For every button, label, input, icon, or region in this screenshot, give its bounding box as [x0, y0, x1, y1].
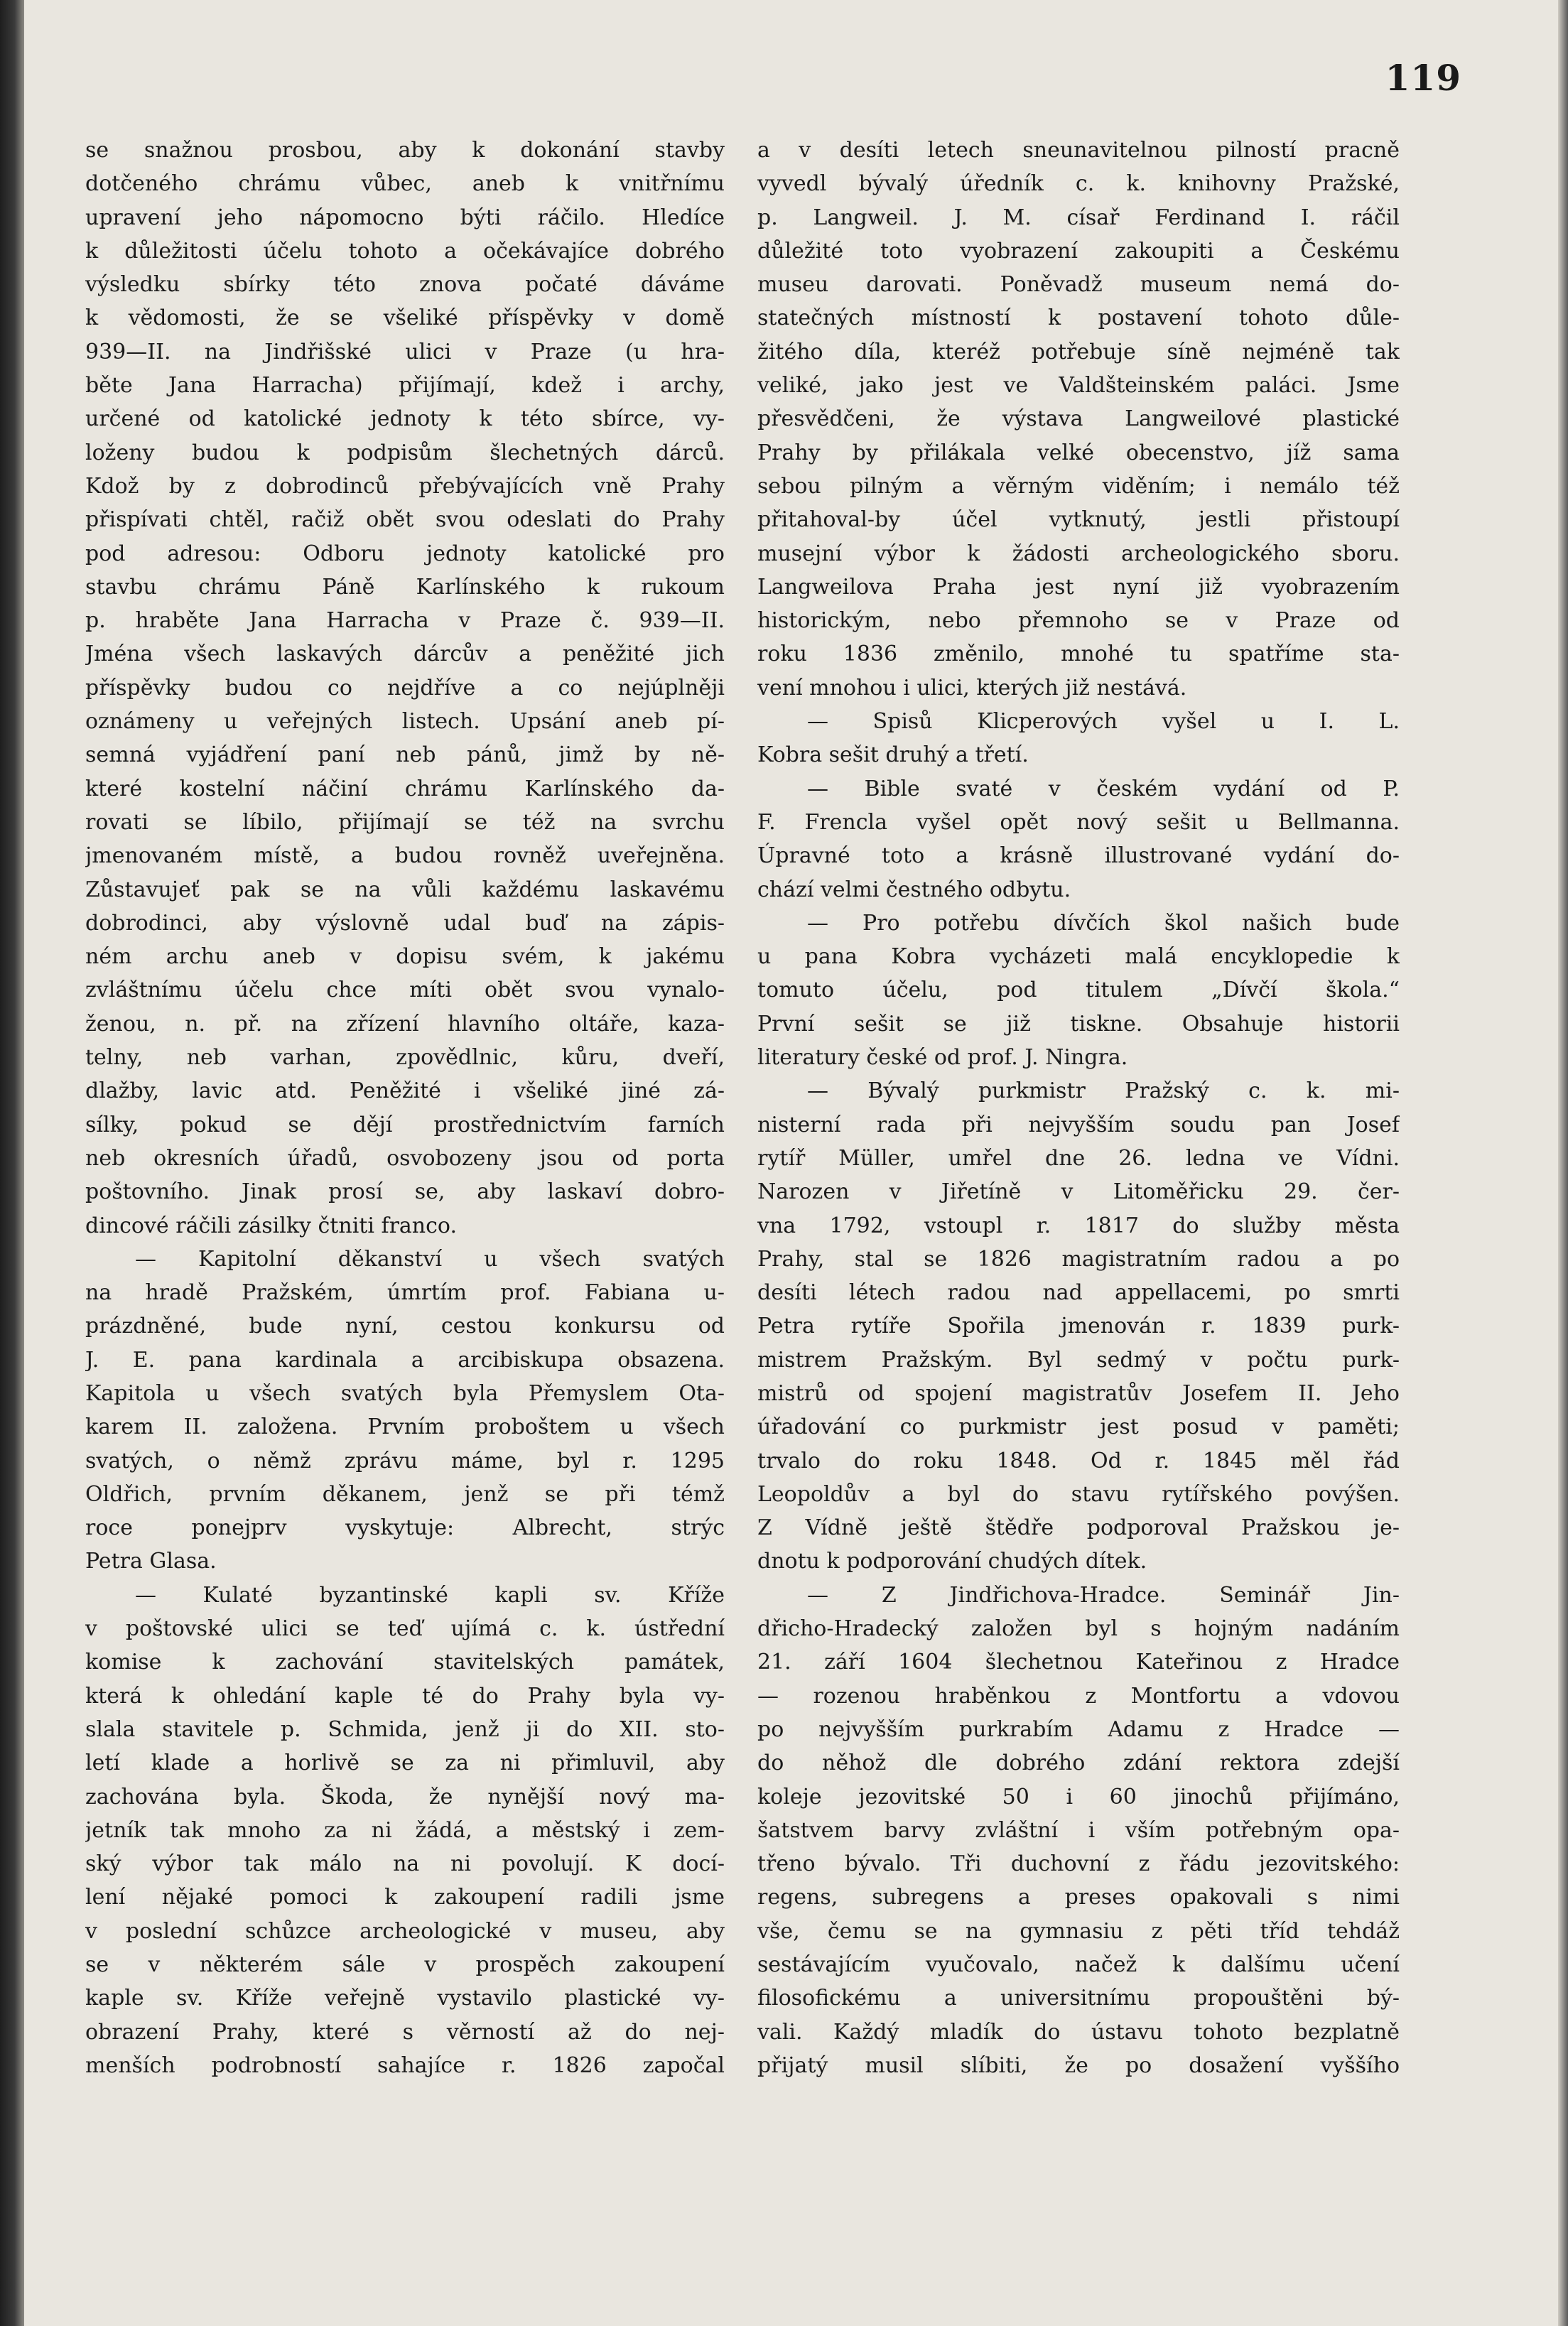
- text-line: stavbu chrámu Páně Karlínského k rukoum: [85, 574, 725, 600]
- text-line: k důležitosti účelu tohoto a očekávajíce dobrého: [85, 238, 725, 264]
- text-line: — Kapitolní děkanství u všech svatých: [135, 1246, 725, 1272]
- text-line: semná vyjádření paní neb pánů, jimž by ně-: [85, 742, 725, 768]
- text-line: — Kulaté byzantinské kapli sv. Kříže: [135, 1582, 725, 1608]
- text-line: svatých, o němž zprávu máme, byl r. 1295: [85, 1448, 725, 1473]
- text-line: letí klade a horlivě se za ni přimluvil, aby: [85, 1751, 725, 1776]
- text-line: desíti létech radou nad appellacemi, po smrti: [757, 1280, 1400, 1306]
- text-line: lení nějaké pomoci k zakoupení radili jsme: [85, 1885, 725, 1910]
- text-line: 21. září 1604 šlechetnou Kateřinou z Hradce: [757, 1650, 1400, 1675]
- left-column: [85, 134, 725, 2082]
- text-line: vali. Každý mladík do ústavu tohoto bezplatně: [757, 2019, 1400, 2045]
- text-line: Petra rytíře Spořila jmenován r. 1839 purk-: [757, 1314, 1400, 1339]
- text-line: — Spisů Klicperových vyšel u I. L.: [807, 709, 1400, 735]
- text-line: dotčeného chrámu vůbec, aneb k vnitřnímu: [85, 171, 725, 197]
- text-line: příspěvky budou co nejdříve a co nejúplněji: [85, 675, 725, 700]
- text-line: p. Langweil. J. M. císař Ferdinand I. ráčil: [757, 205, 1400, 230]
- text-line: menších podrobností sahajíce r. 1826 započal: [85, 2052, 725, 2078]
- text-line: sílky, pokud se dějí prostřednictvím farních: [85, 1112, 725, 1137]
- text-line: — rozenou hraběnkou z Montfortu a vdovou: [757, 1683, 1400, 1709]
- text-line: Kapitola u všech svatých byla Přemyslem Ota-: [85, 1380, 725, 1406]
- text-line: v poštovské ulici se teď ujímá c. k. ústřední: [85, 1616, 725, 1642]
- text-line: loženy budou k podpisům šlechetných dárců.: [85, 440, 725, 465]
- text-line: slala stavitele p. Schmida, jenž ji do XII. sto-: [85, 1716, 725, 1742]
- text-line: dlažby, lavic atd. Peněžité i všeliké jiné zá-: [85, 1078, 725, 1104]
- text-line: obrazení Prahy, které s věrností až do nej-: [85, 2019, 725, 2045]
- text-line: sestávajícím vyučovalo, načež k dalšímu učení: [757, 1952, 1400, 1978]
- text-line: — Bible svaté v českém vydání od P.: [807, 776, 1400, 801]
- text-line: roku 1836 změnilo, mnohé tu spatříme sta-: [757, 642, 1400, 667]
- text-line: do něhož dle dobrého zdání rektora zdejší: [757, 1751, 1400, 1776]
- text-line: telny, neb varhan, zpovědlnic, kůru, dveří,: [85, 1045, 725, 1071]
- text-line: jmenovaném místě, a budou rovněž uveřejněna.: [85, 843, 725, 869]
- text-line: které kostelní náčiní chrámu Karlínského da-: [85, 776, 725, 801]
- page-number: 119: [1385, 57, 1461, 99]
- text-line: statečných místností k postavení tohoto důle-: [757, 305, 1400, 331]
- text-line: filosofickému a universitnímu propouštěni bý-: [757, 1986, 1400, 2011]
- text-line: regens, subregens a preses opakovali s nimi: [757, 1885, 1400, 1910]
- text-line: sebou pilným a věrným viděním; i nemálo též: [757, 473, 1400, 499]
- text-line: mistrem Pražským. Byl sedmý v počtu purk-: [757, 1347, 1400, 1373]
- text-line: rytíř Müller, umřel dne 26. ledna ve Vídni.: [757, 1145, 1400, 1171]
- text-line: a v desíti letech sneunavitelnou pilností pracně: [757, 138, 1400, 163]
- text-line: veliké, jako jest ve Valdšteinském paláci. Jsme: [757, 373, 1400, 399]
- text-line: dnotu k podporování chudých dítek.: [757, 1549, 1147, 1574]
- text-line: přispívati chtěl, račiž obět svou odeslati do Prahy: [85, 507, 725, 533]
- right-column: [757, 134, 1400, 2082]
- text-line: žitého díla, kteréž potřebuje síně nejméně tak: [757, 339, 1400, 364]
- text-line: dobrodinci, aby výslovně udal buď na zápis-: [85, 910, 725, 936]
- text-line: Kdož by z dobrodinců přebývajících vně Prahy: [85, 473, 725, 499]
- text-line: chází velmi čestného odbytu.: [757, 877, 1071, 902]
- text-line: komise k zachování stavitelských památek,: [85, 1650, 725, 1675]
- text-line: Narozen v Jiřetíně v Litoměřicku 29. čer-: [757, 1179, 1400, 1205]
- text-line: v poslední schůzce archeologické v museu, aby: [85, 1918, 725, 1944]
- text-line: dincové ráčili zásilky čtniti franco.: [85, 1213, 457, 1238]
- text-line: se v některém sále v prospěch zakoupení: [85, 1952, 725, 1978]
- text-line: trvalo do roku 1848. Od r. 1845 měl řád: [757, 1448, 1400, 1473]
- text-line: musejní výbor k žádosti archeologického sboru.: [757, 541, 1400, 566]
- scan-edge-right: [1558, 0, 1568, 2326]
- text-line: Z Vídně ještě štědře podporoval Pražskou je-: [757, 1515, 1400, 1541]
- text-line: — Pro potřebu dívčích škol našich bude: [807, 910, 1400, 936]
- text-line: na hradě Pražském, úmrtím prof. Fabiana u-: [85, 1280, 725, 1306]
- text-line: Kobra sešit druhý a třetí.: [757, 742, 1029, 768]
- text-line: Oldřich, prvním děkanem, jenž se při témž: [85, 1481, 725, 1507]
- text-line: prázdněné, bude nyní, cestou konkursu od: [85, 1314, 725, 1339]
- text-line: museu darovati. Poněvadž museum nemá do-: [757, 272, 1400, 298]
- text-line: k vědomosti, že se všeliké příspěvky v domě: [85, 305, 725, 331]
- text-line: jetník tak mnoho za ni žádá, a městský i zem-: [85, 1817, 725, 1843]
- text-line: po nejvyšším purkrabím Adamu z Hradce —: [757, 1716, 1400, 1742]
- text-line: rovati se líbilo, přijímají se též na svrchu: [85, 809, 725, 835]
- text-line: která k ohledání kaple té do Prahy byla vy-: [85, 1683, 725, 1709]
- text-line: neb okresních úřadů, osvobozeny jsou od porta: [85, 1145, 725, 1171]
- text-line: vyvedl bývalý úředník c. k. knihovny Pražské,: [757, 171, 1400, 197]
- text-line: zvláštnímu účelu chce míti obět svou vynalo-: [85, 978, 725, 1003]
- text-line: — Z Jindřichova-Hradce. Seminář Jin-: [807, 1582, 1400, 1608]
- text-line: upravení jeho nápomocno býti ráčilo. Hledíce: [85, 205, 725, 230]
- text-line: Úpravné toto a krásně illustrované vydání do-: [757, 843, 1400, 869]
- text-line: se snažnou prosbou, aby k dokonání stavby: [85, 138, 725, 163]
- text-line: Jména všech laskavých dárcův a peněžité jich: [85, 642, 725, 667]
- scan-edge-left: [0, 0, 24, 2326]
- text-line: — Bývalý purkmistr Pražský c. k. mi-: [807, 1078, 1400, 1104]
- text-line: Prahy, stal se 1826 magistratním radou a po: [757, 1246, 1400, 1272]
- text-line: vše, čemu se na gymnasiu z pěti tříd tehdáž: [757, 1918, 1400, 1944]
- text-line: Petra Glasa.: [85, 1549, 217, 1574]
- text-line: určené od katolické jednoty k této sbírce, vy-: [85, 406, 725, 432]
- text-line: vení mnohou i ulici, kterých již nestává.: [757, 675, 1187, 700]
- text-line: důležité toto vyobrazení zakoupiti a Českému: [757, 238, 1400, 264]
- text-line: poštovního. Jinak prosí se, aby laskaví dobro-: [85, 1179, 725, 1205]
- text-line: běte Jana Harracha) přijímají, kdež i archy,: [85, 373, 725, 399]
- text-line: p. hraběte Jana Harracha v Praze č. 939—II.: [85, 608, 725, 634]
- text-line: u pana Kobra vycházeti malá encyklopedie k: [757, 944, 1400, 970]
- text-line: přesvědčeni, že výstava Langweilové plastické: [757, 406, 1400, 432]
- text-line: ném archu aneb v dopisu svém, k jakému: [85, 944, 725, 970]
- text-line: pod adresou: Odboru jednoty katolické pro: [85, 541, 725, 566]
- text-line: dřicho-Hradecký založen byl s hojným nadáním: [757, 1616, 1400, 1642]
- text-line: F. Frencla vyšel opět nový sešit u Bellmanna.: [757, 809, 1400, 835]
- text-line: ský výbor tak málo na ni povolují. K docí-: [85, 1851, 725, 1877]
- text-line: výsledku sbírky této znova počaté dáváme: [85, 272, 725, 298]
- text-line: ženou, n. př. na zřízení hlavního oltáře, kaza-: [85, 1011, 725, 1037]
- text-line: nisterní rada při nejvyšším soudu pan Josef: [757, 1112, 1400, 1137]
- text-line: Langweilova Praha jest nyní již vyobrazením: [757, 574, 1400, 600]
- text-line: oznámeny u veřejných listech. Upsání aneb pí-: [85, 709, 725, 735]
- text-line: Prahy by přilákala velké obecenstvo, jíž sama: [757, 440, 1400, 465]
- text-line: přitahoval-by účel vytknutý, jestli přistoupí: [757, 507, 1400, 533]
- text-line: úřadování co purkmistr jest posud v paměti;: [757, 1414, 1400, 1440]
- text-line: J. E. pana kardinala a arcibiskupa obsazena.: [85, 1347, 725, 1373]
- text-line: Zůstavujeť pak se na vůli každému laskavému: [85, 877, 725, 902]
- text-line: tomuto účelu, pod titulem „Dívčí škola.“: [757, 978, 1400, 1003]
- text-line: karem II. založena. Prvním proboštem u všech: [85, 1414, 725, 1440]
- text-line: třeno bývalo. Tři duchovní z řádu jezovitského:: [757, 1851, 1400, 1877]
- text-line: vna 1792, vstoupl r. 1817 do služby města: [757, 1213, 1400, 1238]
- text-line: roce ponejprv vyskytuje: Albrecht, strýc: [85, 1515, 725, 1541]
- text-line: zachována byla. Škoda, že nynější nový ma-: [85, 1784, 725, 1810]
- text-line: koleje jezovitské 50 i 60 jinochů přijímáno,: [757, 1784, 1400, 1810]
- text-line: historickým, nebo přemnoho se v Praze od: [757, 608, 1400, 634]
- text-line: přijatý musil slíbiti, že po dosažení vyššího: [757, 2052, 1400, 2078]
- text-line: 939—II. na Jindřišské ulici v Praze (u hra-: [85, 339, 725, 364]
- text-line: První sešit se již tiskne. Obsahuje historii: [757, 1011, 1400, 1037]
- text-line: literatury české od prof. J. Ningra.: [757, 1045, 1128, 1071]
- text-line: kaple sv. Kříže veřejně vystavilo plastické vy-: [85, 1986, 725, 2011]
- text-line: Leopoldův a byl do stavu rytířského povýšen.: [757, 1481, 1400, 1507]
- text-line: šatstvem barvy zvláštní i vším potřebným opa-: [757, 1817, 1400, 1843]
- text-line: mistrů od spojení magistratův Josefem II. Jeho: [757, 1380, 1400, 1406]
